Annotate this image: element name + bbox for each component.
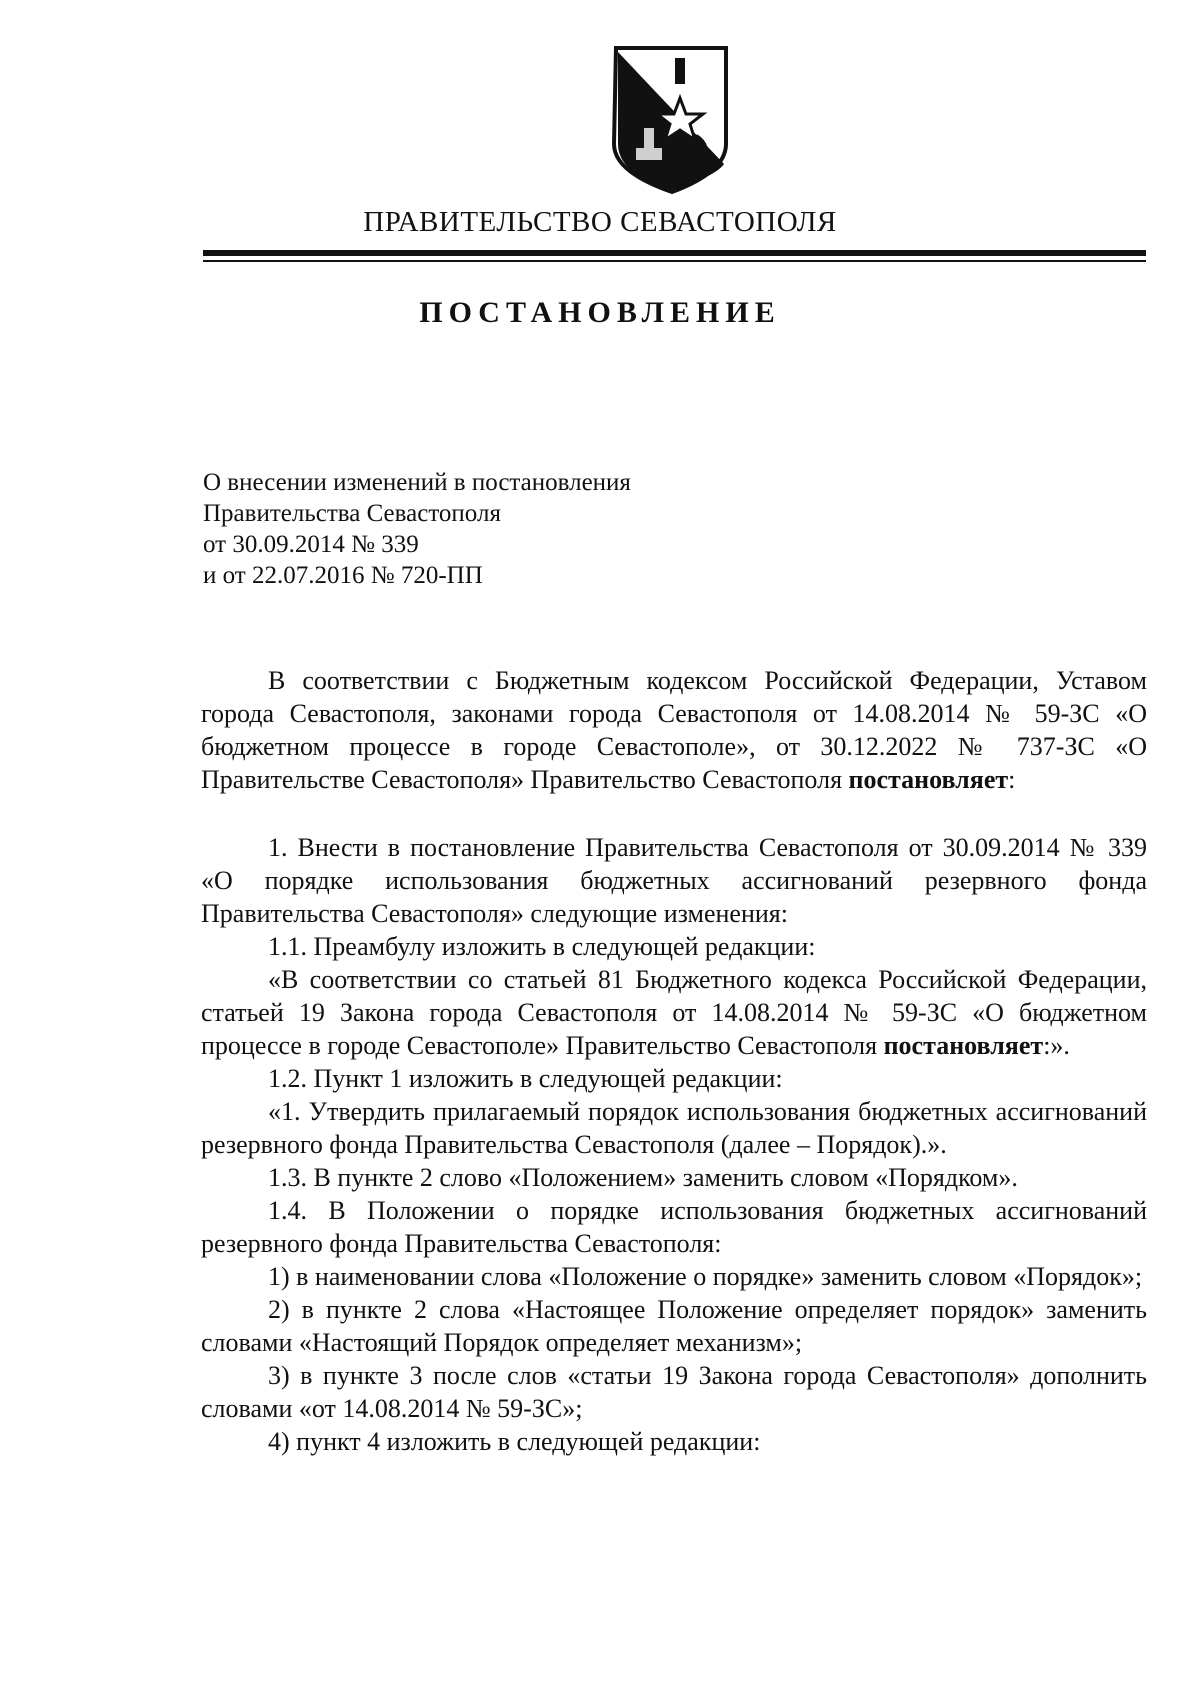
document-type-title: ПОСТАНОВЛЕНИЕ — [419, 296, 781, 329]
subitem-3-paragraph: 3) в пункте 3 после слов «статьи 19 Закона города Севастополя» дополнить словами «от 14.08.2014 № 59-ЗС»; — [201, 1361, 1147, 1423]
coat-of-arms-emblem — [606, 44, 734, 196]
header-rule-thin — [203, 260, 1146, 262]
resolves-word: постановляет — [883, 1031, 1044, 1060]
item-1-paragraph: 1. Внести в постановление Правительства Севастополя от 30.09.2014 № 339 «О порядке использования бюджетных ассигнований резервного фонда Правительства Севастополя» следующие изменения: — [201, 833, 1147, 928]
item-1-2-paragraph: 1.2. Пункт 1 изложить в следующей редакции: — [268, 1064, 783, 1093]
subitem-4-paragraph: 4) пункт 4 изложить в следующей редакции: — [268, 1427, 761, 1456]
item-1-2-quote-paragraph: «1. Утвердить прилагаемый порядок использования бюджетных ассигнований резервного фонда Правительства Севастополя (далее – Порядок).». — [201, 1097, 1147, 1159]
subitem-1-paragraph: 1) в наименовании слова «Положение о порядке» заменить словом «Порядок»; — [268, 1262, 1143, 1291]
subject-line: от 30.09.2014 № 339 — [203, 531, 419, 558]
subject-line: и от 22.07.2016 № 720-ПП — [203, 562, 483, 589]
header-rule-thick — [203, 250, 1146, 256]
item-1-1-quote-paragraph: «В соответствии со статьей 81 Бюджетного кодекса Российской Федерации, статьей 19 Закона города Севастополя от 14.08.2014 № 59-ЗС «О бюджетном процессе в городе Севастополе» Правительство Севастополя постановляет:». — [201, 965, 1147, 1060]
subject-line: О внесении изменений в постановления — [203, 469, 631, 496]
subitem-2-paragraph: 2) в пункте 2 слова «Настоящее Положение определяет порядок» заменить словами «Настоящий Порядок определяет механизм»; — [201, 1295, 1147, 1357]
document-body — [201, 664, 1147, 1458]
item-1-4-paragraph: 1.4. В Положении о порядке использования бюджетных ассигнований резервного фонда Правительства Севастополя: — [201, 1196, 1147, 1258]
subject-block — [203, 467, 631, 591]
preamble-paragraph: В соответствии с Бюджетным кодексом Российской Федерации, Уставом города Севастополя, законами города Севастополя от 14.08.2014 № 59-ЗС «О бюджетном процессе в городе Севастополе», от 30.12.2022 № 737-ЗС «О Правительстве Севастополя» Правительство Севастополя постановляет: — [201, 666, 1147, 794]
organization-name: ПРАВИТЕЛЬСТВО СЕВАСТОПОЛЯ — [363, 206, 837, 238]
item-1-3-paragraph: 1.3. В пункте 2 слово «Положением» заменить словом «Порядком». — [268, 1163, 1018, 1192]
resolves-word: постановляет — [848, 765, 1009, 794]
item-1-1-paragraph: 1.1. Преамбулу изложить в следующей редакции: — [268, 932, 816, 961]
subject-line: Правительства Севастополя — [203, 500, 501, 527]
